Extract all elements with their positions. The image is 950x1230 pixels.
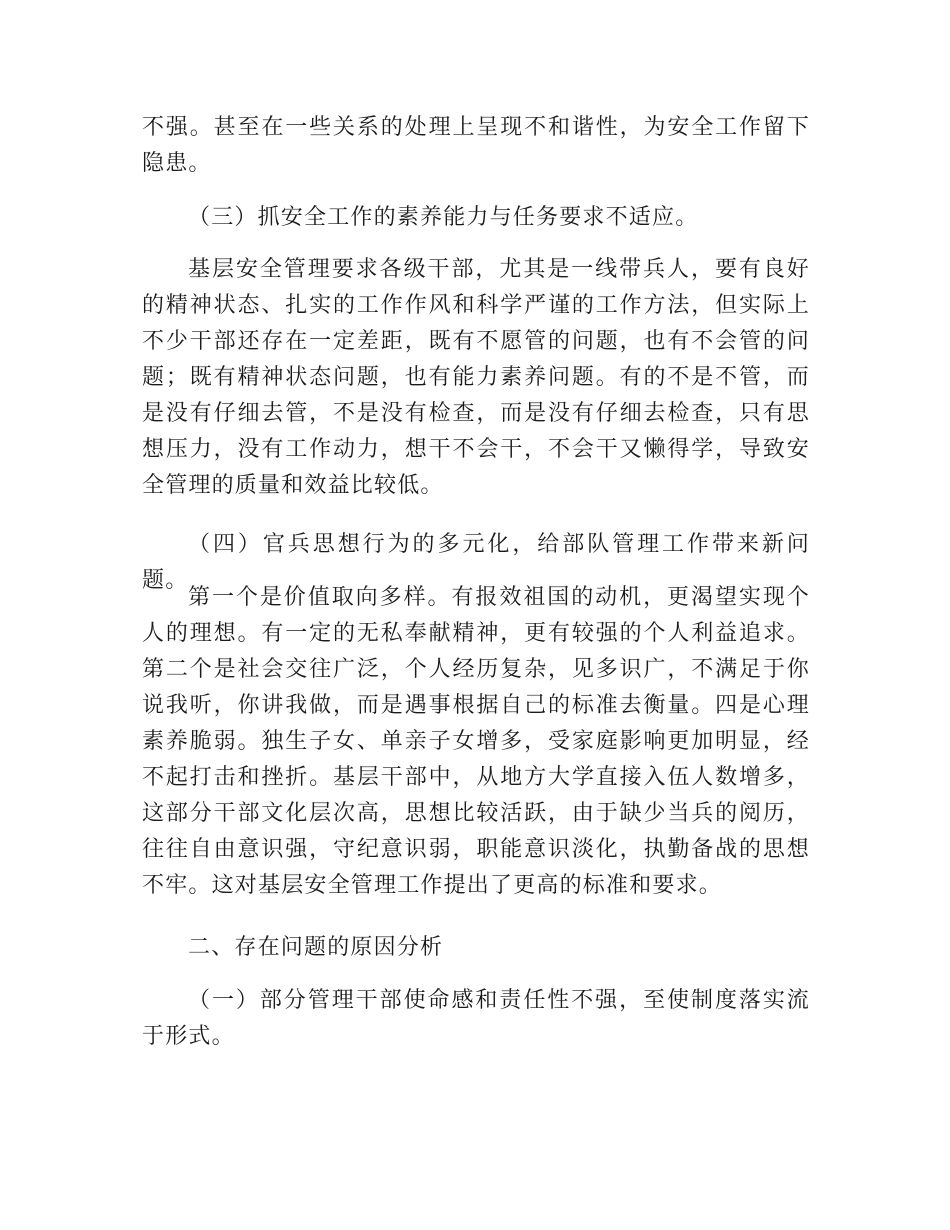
section-heading-4: （四）官兵思想行为的多元化，给部队管理工作带来新问题。 <box>142 532 810 593</box>
chapter-heading-2: 二、存在问题的原因分析 <box>188 935 444 960</box>
paragraph-continuation: 不强。甚至在一些关系的处理上呈现不和谐性，为安全工作留下隐患。 <box>142 115 810 176</box>
section-heading-3: （三）抓安全工作的素养能力与任务要求不适应。 <box>188 205 699 230</box>
paragraph-body-3: 基层安全管理要求各级干部，尤其是一线带兵人，要有良好的精神状态、扎实的工作作风和科学严谨的工作方法，但实际上不少干部还存在一定差距，既有不愿管的问题，也有不会管的问题；既有精神状态问题，也有能力素养问题。有的不是不管，而是没有仔细去管，不是没有检查，而是没有仔细去检查，只有思想压力，没有工作动力，想干不会干，不会干又懒得学，导致安全管理的质量和效益比较低。 <box>142 257 810 498</box>
paragraph-body-4: 第一个是价值取向多样。有报效祖国的动机，更渴望实现个人的理想。有一定的无私奉献精神，更有较强的个人利益追求。第二个是社会交往广泛，个人经历复杂，见多识广，不满足于你说我听，你讲我做，而是遇事根据自己的标准去衡量。四是心理素养脆弱。独生子女、单亲子女增多，受家庭影响更加明显，经不起打击和挫折。基层干部中，从地方大学直接入伍人数增多，这部分干部文化层次高，思想比较活跃，由于缺少当兵的阅历，往往自由意识强，守纪意识弱，职能意识淡化，执勤备战的思想不牢。这对基层安全管理工作提出了更高的标准和要求。 <box>142 585 810 898</box>
section-heading-2-1: （一）部分管理干部使命感和责任性不强，至使制度落实流于形式。 <box>142 988 810 1049</box>
